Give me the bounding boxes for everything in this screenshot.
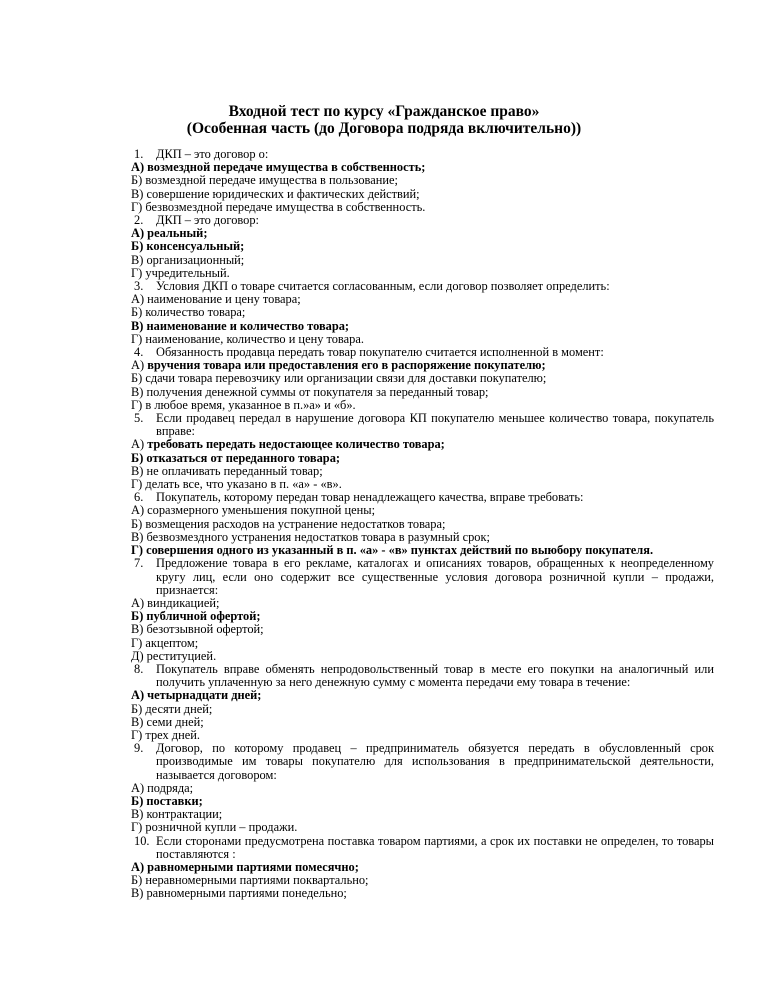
answer-option: В) безвозмездного устранения недостатков товара в разумный срок;: [131, 529, 490, 544]
answer-option: Б) неравномерными партиями поквартально;: [131, 873, 369, 888]
answer-text: вручения товара или предоставления его в распоряжение покупателю;: [147, 358, 546, 373]
answer-option: Г) учредительный.: [131, 265, 230, 280]
question-number: 7.: [134, 556, 144, 571]
question-body: Обязанность продавца передать товар покупателю считается исполненной в момент:: [156, 345, 604, 360]
answer-option-correct: А) четырнадцати дней;: [131, 688, 262, 703]
question-text: [131, 491, 714, 504]
question-text: [131, 742, 714, 782]
answer-option: Г) безвозмездной передаче имущества в собственность.: [131, 199, 426, 214]
answer-option: В) равномерными партиями понедельно;: [131, 886, 347, 901]
document-subtitle: (Особенная часть (до Договора подряда включительно)): [186, 120, 582, 137]
answer-option: Г) в любое время, указанное в п.»а» и «б».: [131, 397, 356, 412]
answer-option: Г) акцептом;: [131, 635, 199, 650]
question-text: [131, 663, 714, 689]
question-text: [131, 148, 714, 161]
question-list: [131, 148, 714, 901]
answer-option: В) семи дней;: [131, 714, 204, 729]
question-number: 4.: [134, 345, 144, 360]
question-text: [131, 412, 714, 438]
answer-option: Г) трех дней.: [131, 727, 200, 742]
answer-option: Б) возмещения расходов на устранение недостатков товара;: [131, 516, 446, 531]
question-body: Договор, по которому продавец – предприниматель обязуется передать в обусловленный срок производимые им товары покупателю для использования в предпринимательской деятельности, называется договором:: [156, 741, 714, 782]
answer-option: А) виндикацией;: [131, 595, 220, 610]
question-number: 1.: [134, 147, 144, 161]
answer-text: требовать передать недостающее количество товара;: [147, 437, 445, 452]
answer-option-correct: Б) отказаться от переданного товара;: [131, 450, 341, 465]
answer-option-correct: Г) совершения одного из указанный в п. «а» - «в» пунктах действий по выюбору покупателя.: [131, 543, 654, 558]
answer-option: В) безотзывной офертой;: [131, 622, 264, 637]
answer-option-correct: В) наименование и количество товара;: [131, 318, 350, 333]
answer-option: А) соразмерного уменьшения покупной цены;: [131, 503, 376, 518]
question-body: Если продавец передал в нарушение договора КП покупателю меньшее количество товара, покупатель вправе:: [156, 411, 714, 439]
question-number: 3.: [134, 279, 144, 294]
answer-option-correct: А) равномерными партиями помесячно;: [131, 859, 359, 874]
answer-option: Г) наименование, количество и цену товара.: [131, 331, 364, 346]
answer-option: Б) десяти дней;: [131, 701, 213, 716]
question-body: Покупатель, которому передан товар ненадлежащего качества, вправе требовать:: [156, 490, 584, 505]
question-body: Предложение товара в его рекламе, каталогах и описаниях товаров, обращенных к неопределенному кругу лиц, если оно содержит все существенные условия договора розничной купли – продажи, признается:: [156, 556, 714, 597]
question-body: ДКП – это договор о:: [156, 147, 269, 161]
question-number: 8.: [134, 661, 144, 676]
question-number: 6.: [134, 490, 144, 505]
question-number: 9.: [134, 741, 144, 756]
answer-option: В) получения денежной суммы от покупателя за переданный товар;: [131, 384, 489, 399]
question-text: [131, 557, 714, 597]
answer-option: Д) реституцией.: [131, 648, 217, 663]
question-body: Если сторонами предусмотрена поставка товаром партиями, а срок их поставки не определен, то товары поставляются :: [156, 833, 714, 861]
answer-option: Б) сдачи товара перевозчику или организации связи для доставки покупателю;: [131, 371, 547, 386]
answer-option: Г) розничной купли – продажи.: [131, 820, 298, 835]
answer-option-correct: Б) поставки;: [131, 793, 203, 808]
answer-option: Г) делать все, что указано в п. «а» - «в».: [131, 477, 342, 492]
question-body: Покупатель вправе обменять непродовольственный товар в месте его покупки на аналогичный или получить уплаченную за него денежную сумму с момента передачи ему товара в течение:: [156, 661, 714, 690]
answer-option-correct: Б) публичной офертой;: [131, 609, 261, 624]
document-title: Входной тест по курсу «Гражданское право»: [228, 103, 540, 120]
question-body: ДКП – это договор:: [156, 213, 259, 228]
question-number: 5.: [134, 411, 144, 426]
question-number: 10.: [134, 833, 150, 848]
answer-option-correct: А) возмездной передаче имущества в собственность;: [131, 160, 426, 175]
answer-option: А) подряда;: [131, 780, 194, 795]
answer-option-correct: Б) консенсуальный;: [131, 239, 245, 254]
answer-option: В) совершение юридических и фактических действий;: [131, 186, 420, 201]
answer-option: Б) количество товара;: [131, 305, 246, 320]
answer-option-correct: А) реальный;: [131, 226, 208, 241]
answer-option: А) наименование и цену товара;: [131, 292, 301, 307]
question-text: [131, 835, 714, 861]
answer-option: В) не оплачивать переданный товар;: [131, 463, 323, 478]
answer-option-correct: [131, 438, 714, 451]
question-number: 2.: [134, 213, 144, 228]
question-text: [131, 214, 714, 227]
answer-option: Б) возмездной передаче имущества в пользование;: [131, 173, 398, 188]
question-body: Условия ДКП о товаре считается согласованным, если договор позволяет определить:: [156, 279, 610, 294]
answer-option: В) организационный;: [131, 252, 245, 267]
answer-prefix: А): [131, 358, 148, 373]
question-text: [131, 346, 714, 359]
question-text: [131, 280, 714, 293]
answer-prefix: А): [131, 437, 148, 452]
answer-option: В) контрактации;: [131, 807, 223, 822]
